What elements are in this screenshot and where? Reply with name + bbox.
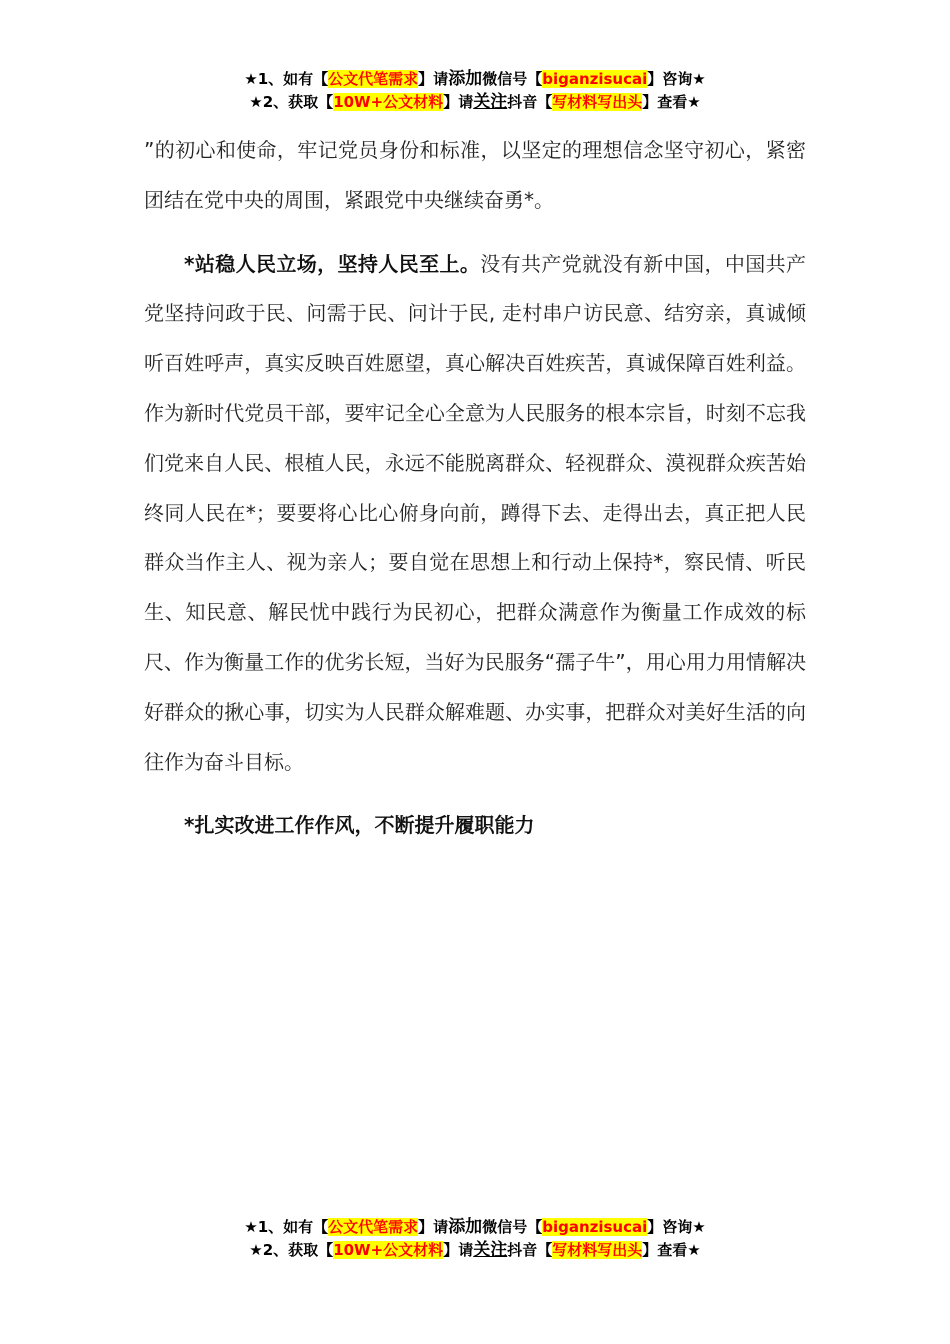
emphasis-follow: 关注	[473, 1240, 508, 1260]
banner-text: 】请	[418, 1218, 449, 1236]
highlight-douyin-id: 写材料写出头	[552, 93, 643, 111]
highlight-materials: 10W+公文材料	[333, 93, 444, 111]
paragraph-2	[144, 240, 806, 788]
footer-banner	[0, 1216, 950, 1262]
banner-text: ★2、获取【	[249, 1241, 334, 1259]
banner-line-2	[0, 1239, 950, 1262]
banner-text: 】查看★	[642, 1241, 701, 1259]
banner-text: ★1、如有【	[244, 1218, 329, 1236]
banner-line-2	[0, 91, 950, 114]
paragraph-1: ”的初心和使命，牢记党员身份和标准，以坚定的理想信念坚守初心，紧密团结在党中央的周围，紧跟党中央继续奋勇*。	[144, 138, 806, 212]
banner-text: 微信号【	[482, 70, 543, 88]
banner-text: 】请	[418, 70, 449, 88]
header-banner	[0, 68, 950, 114]
banner-text: 微信号【	[482, 1218, 543, 1236]
banner-text: ★1、如有【	[244, 70, 329, 88]
banner-text: 】查看★	[642, 93, 701, 111]
highlight-service: 公文代笔需求	[328, 1218, 419, 1236]
banner-text: 】请	[443, 1241, 474, 1259]
highlight-douyin-id: 写材料写出头	[552, 1241, 643, 1259]
highlight-wechat-id: biganzisucai	[542, 70, 648, 88]
emphasis-add: 添加	[448, 69, 483, 89]
highlight-wechat-id: biganzisucai	[542, 1218, 648, 1236]
banner-text: 抖音【	[507, 1241, 553, 1259]
paragraph-2-lead: *站稳人民立场，坚持人民至上。	[184, 251, 481, 276]
banner-text: 】咨询★	[647, 70, 706, 88]
paragraph-gap	[144, 226, 806, 240]
paragraph-gap	[144, 787, 806, 801]
banner-text: 抖音【	[507, 93, 553, 111]
highlight-service: 公文代笔需求	[328, 70, 419, 88]
banner-text: 】请	[443, 93, 474, 111]
banner-text: 】咨询★	[647, 1218, 706, 1236]
section-heading: *扎实改进工作作风，不断提升履职能力	[184, 813, 535, 838]
banner-text: ★2、获取【	[249, 93, 334, 111]
banner-line-1	[0, 1216, 950, 1239]
paragraph-2-body: 没有共产党就没有新中国，中国共产党坚持问政于民、问需于民、问计于民, 走村串户访民意、结穷亲，真诚倾听百姓呼声，真实反映百姓愿望，真心解决百姓疾苦，真诚保障百姓利益。作为新时代党员干部，要牢记全心全意为人民服务的根本宗旨，时刻不忘我们党来自人民、根植人民，永远不能脱离群众、轻视群众、漠视群众疾苦始终同人民在*；要要将心比心俯身向前，蹲得下去、走得出去，真正把人民群众当作主人、视为亲人；要自觉在思想上和行动上保持*，察民情、听民生、知民意、解民忧中践行为民初心，把群众满意作为衡量工作成效的标尺、作为衡量工作的优劣长短，当好为民服务“孺子牛”，用心用力用情解决好群众的揪心事，切实为人民群众解难题、办实事，把群众对美好生活的向往作为奋斗目标。	[144, 251, 806, 774]
emphasis-add: 添加	[448, 1217, 483, 1237]
highlight-materials: 10W+公文材料	[333, 1241, 444, 1259]
banner-line-1	[0, 68, 950, 91]
document-body	[144, 126, 806, 851]
emphasis-follow: 关注	[473, 92, 508, 112]
